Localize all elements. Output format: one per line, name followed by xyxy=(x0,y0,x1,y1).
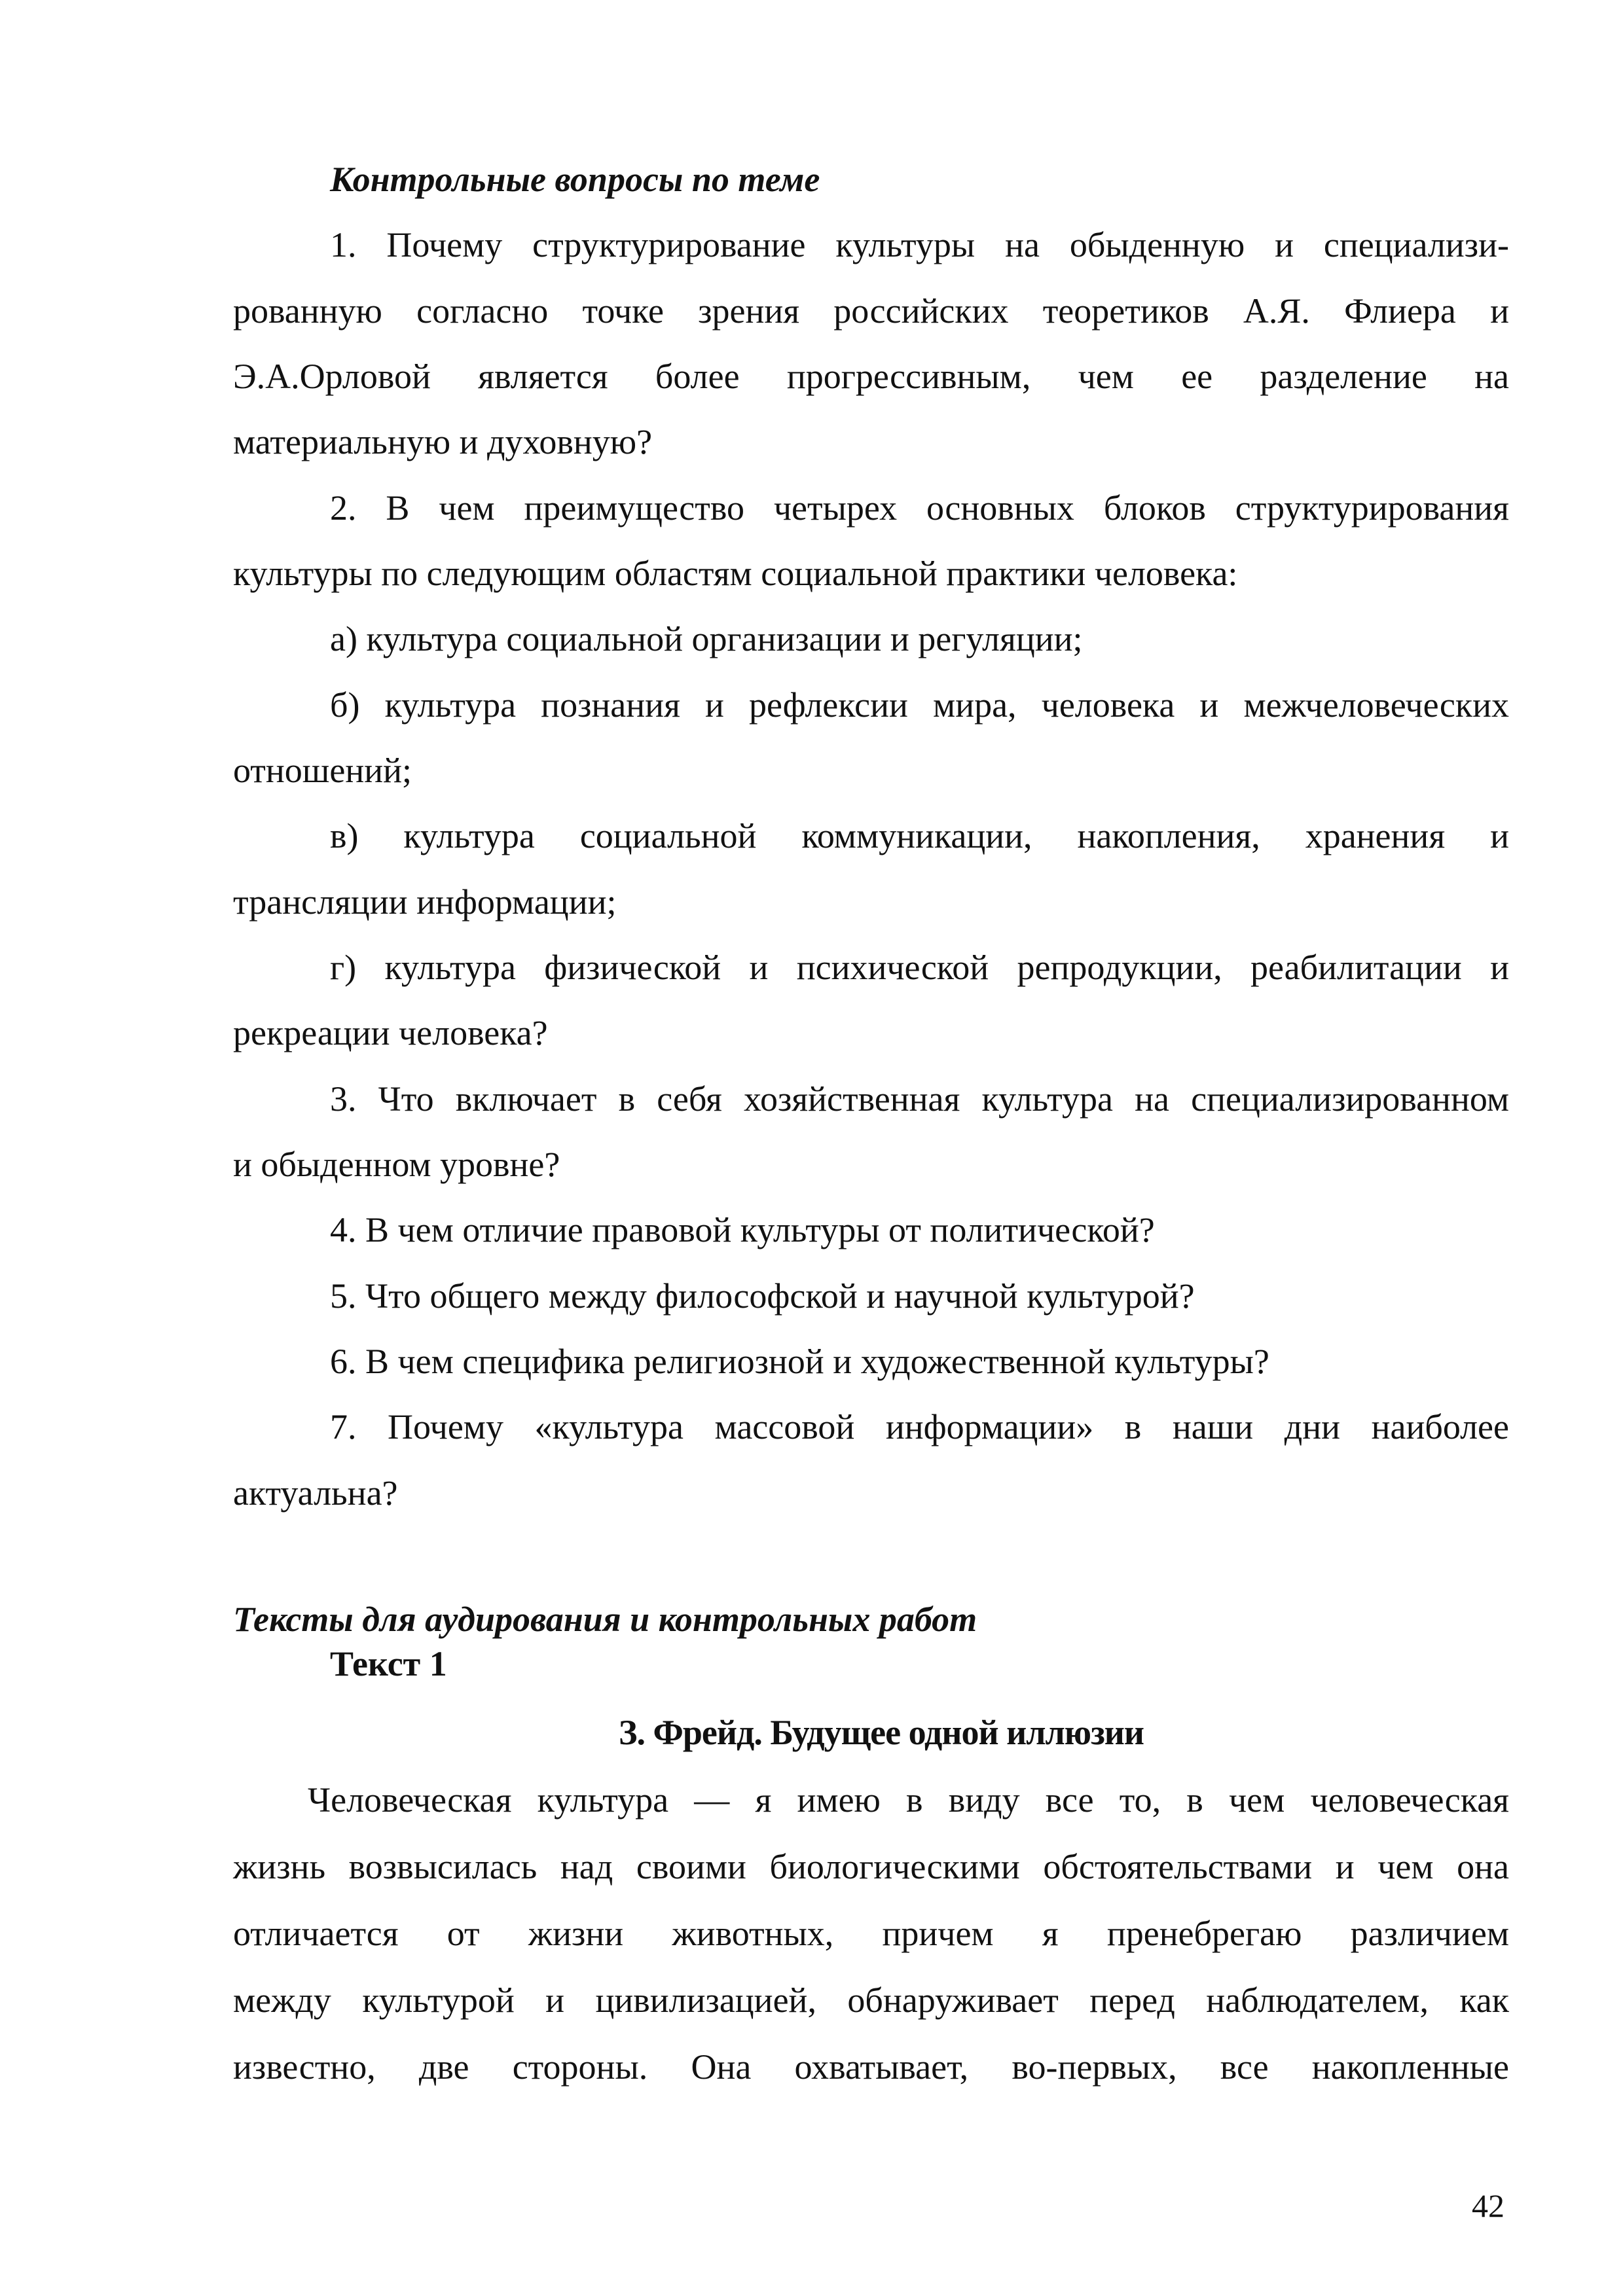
question-5: 5. Что общего между философской и научной культурой? xyxy=(330,1276,1195,1316)
text-label: Текст 1 xyxy=(330,1644,447,1683)
question-1-line-4: материальную и духовную? xyxy=(233,422,653,461)
sub-item-a: а) культура социальной организации и регуляции; xyxy=(330,619,1083,658)
question-6: 6. В чем специфика религиозной и художественной культуры? xyxy=(330,1342,1269,1381)
text-body-line-4: между культурой и цивилизацией, обнаруживает перед наблюдателем, как xyxy=(233,1981,1509,2020)
texts-heading: Тексты для аудирования и контрольных работ xyxy=(233,1600,977,1639)
sub-item-b-line-1: б) культура познания и рефлексии мира, человека и межчеловеческих xyxy=(330,685,1509,725)
question-1-line-3: Э.А.Орловой является более прогрессивным, чем ее разделение на xyxy=(233,357,1509,396)
text-body-line-3: отличается от жизни животных, причем я пренебрегаю различием xyxy=(233,1914,1509,1953)
page-number: 42 xyxy=(1472,2187,1504,2224)
question-4: 4. В чем отличие правовой культуры от политической? xyxy=(330,1210,1155,1249)
question-1-line-1: 1. Почему структурирование культуры на обыденную и специализи- xyxy=(330,225,1509,264)
sub-item-g-line-1: г) культура физической и психической репродукции, реабилитации и xyxy=(330,948,1509,987)
text-body-line-5: известно, две стороны. Она охватывает, во-первых, все накопленные xyxy=(233,2047,1509,2087)
text-body-line-2: жизнь возвысилась над своими биологическими обстоятельствами и чем она xyxy=(233,1847,1509,1886)
sub-item-v-line-2: трансляции информации; xyxy=(233,882,617,922)
questions-heading: Контрольные вопросы по теме xyxy=(330,160,820,199)
sub-item-v-line-1: в) культура социальной коммуникации, накопления, хранения и xyxy=(330,816,1509,855)
question-3-line-2: и обыденном уровне? xyxy=(233,1145,560,1184)
text-title: З. Фрейд. Будущее одной иллюзии xyxy=(619,1713,1144,1752)
question-2-line-2: культуры по следующим областям социальной практики человека: xyxy=(233,554,1238,593)
question-1-line-2: рованную согласно точке зрения российских теоретиков А.Я. Флиера и xyxy=(233,291,1509,331)
sub-item-b-line-2: отношений; xyxy=(233,751,412,790)
text-body-line-1: Человеческая культура — я имею в виду все то, в чем человеческая xyxy=(308,1780,1509,1820)
question-3-line-1: 3. Что включает в себя хозяйственная культура на специализированном xyxy=(330,1079,1509,1119)
question-7-line-2: актуальна? xyxy=(233,1473,398,1513)
sub-item-g-line-2: рекреации человека? xyxy=(233,1013,548,1052)
question-7-line-1: 7. Почему «культура массовой информации» в наши дни наиболее xyxy=(330,1407,1509,1446)
question-2-line-1: 2. В чем преимущество четырех основных блоков структурирования xyxy=(330,488,1509,528)
